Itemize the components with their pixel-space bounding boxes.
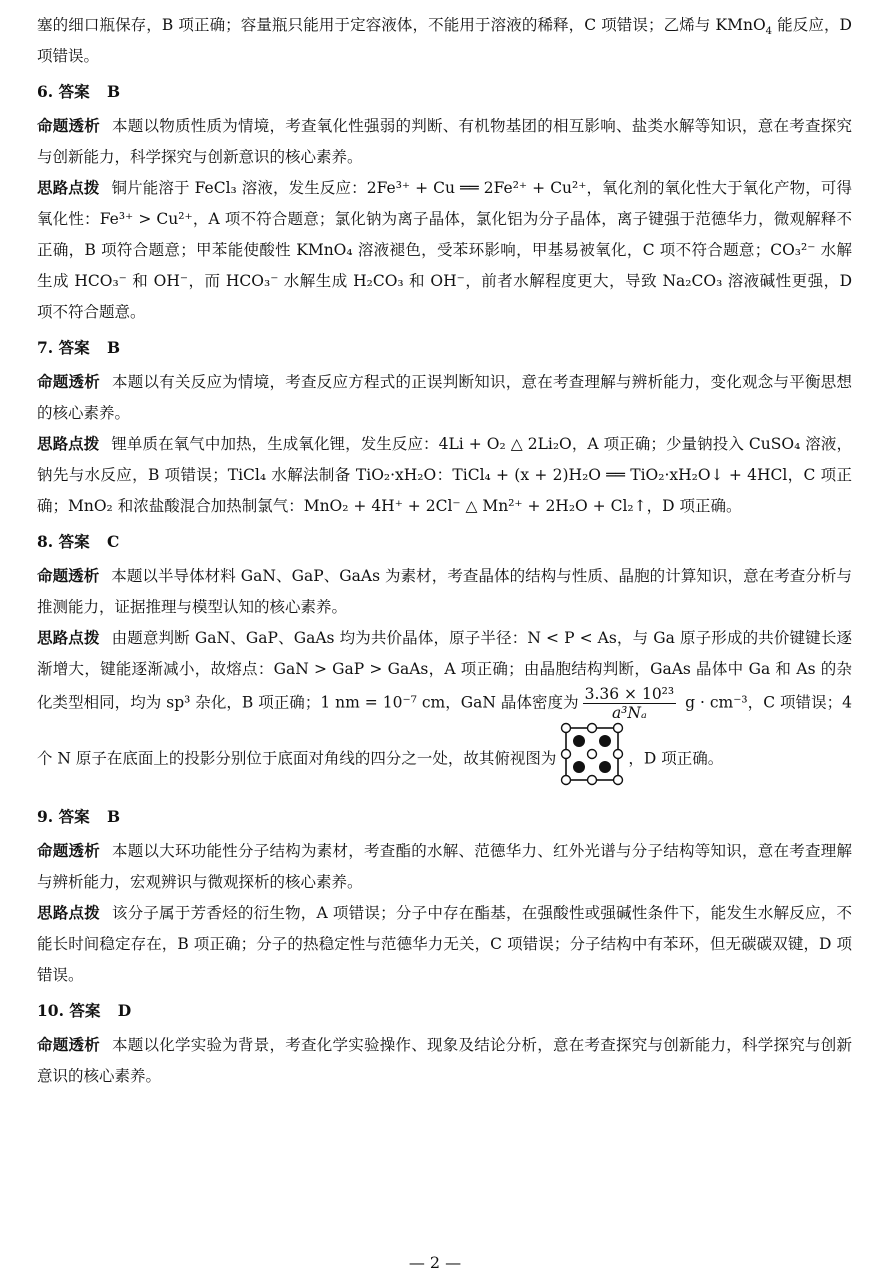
answer-value: B: [107, 82, 121, 101]
answer-label: 答案: [58, 533, 90, 551]
question-10: [37, 995, 852, 1092]
mingti-label: 命题透析: [37, 373, 100, 391]
silu-label: 思路点拨: [37, 179, 100, 197]
mingti-text: 本题以物质性质为情境，考查氧化性强弱的判断、有机物基团的相互影响、盐类水解等知识，意在考查探究与创新能力，科学探究与创新意识的核心素养。: [37, 117, 852, 166]
page-body: [37, 10, 852, 1094]
question-9-mingti: [37, 836, 852, 898]
mingti-text: 本题以半导体材料 GaN、GaP、GaAs 为素材，考查晶体的结构与性质、晶胞的计算知识，意在考查分析与推测能力，证据推理与模型认知的核心素养。: [37, 567, 852, 616]
answer-value: B: [107, 807, 121, 826]
question-6-mingti: [37, 111, 852, 173]
silu-text: 该分子属于芳香烃的衍生物，A 项错误；分子中存在酯基，在强酸性或强碱性条件下，能发生水解反应，不能长时间稳定存在，B 项正确；分子的热稳定性与范德华力无关，C 项错误；分子结构中有苯环，但无碳碳双键，D 项错误。: [37, 904, 852, 984]
carryover-text: [37, 10, 852, 72]
carryover-paragraph: [37, 10, 852, 72]
silu-text: 锂单质在氧气中加热，生成氧化锂，发生反应：4Li + O₂ △ 2Li₂O，A 项正确；少量钠投入 CuSO₄ 溶液，钠先与水反应，B 项错误；TiCl₄ 水解法制备 TiO₂·xH₂O：TiCl₄ + (x + 2)H₂O ══ TiO₂·xH₂O↓ + 4HCl，C 项正确；MnO₂ 和浓盐酸混合加热制氯气：MnO₂ + 4H⁺ + 2Cl⁻ △ Mn²⁺ + 2H₂O + Cl₂↑，D 项正确。: [37, 435, 852, 515]
answer-label: 答案: [58, 808, 90, 826]
silu-text: 铜片能溶于 FeCl₃ 溶液，发生反应：2Fe³⁺ + Cu ══ 2Fe²⁺ + Cu²⁺，氧化剂的氧化性大于氧化产物，可得氧化性：Fe³⁺ > Cu²⁺，A 项不符合题意；氯化钠为离子晶体，氯化铝为分子晶体，离子键强于范德华力，微观解释不正确，B 项符合题意；甲苯能使酸性 KMnO₄ 溶液褪色，受苯环影响，甲基易被氧化，C 项不符合题意；CO₃²⁻ 水解生成 HCO₃⁻ 和 OH⁻，而 HCO₃⁻ 水解生成 H₂CO₃ 和 OH⁻，前者水解程度更大，导致 Na₂CO₃ 溶液碱性更强，D 项不符合题意。: [37, 179, 852, 321]
answer-label: 答案: [58, 83, 90, 101]
carryover-line1-tail: 能反: [772, 16, 809, 34]
question-6-silu: [37, 173, 852, 328]
question-7-header: [37, 332, 852, 364]
answer-label: 答案: [69, 1002, 101, 1020]
carryover-line2: 应，D 项错误。: [37, 16, 852, 65]
mingti-text: 本题以大环功能性分子结构为素材，考查酯的水解、范德华力、红外光谱与分子结构等知识，意在考查理解与辨析能力，宏观辨识与微观探析的核心素养。: [37, 842, 852, 891]
mingti-label: 命题透析: [37, 1036, 100, 1054]
question-10-mingti: [37, 1030, 852, 1092]
question-9: [37, 801, 852, 991]
mingti-label: 命题透析: [37, 567, 100, 585]
page-number: — 2 —: [408, 1253, 462, 1272]
question-8: [37, 526, 852, 797]
carryover-sub: 4: [765, 26, 773, 38]
silu-text-c: ，D 项正确。: [628, 749, 724, 768]
silu-text-a: 由题意判断 GaN、GaP、GaAs 均为共价晶体，原子半径：N < P < As，与 Ga 原子形成的共价键键长逐渐增大，键能逐渐减小，故熔点：GaN > GaP > GaAs，A 项正确；由晶胞结构判断，GaAs 晶体中 Ga 和 As 的杂化类型相同，均为 sp³ 杂化，B 项正确；1 nm = 10⁻⁷ cm，GaN 晶体密度为: [37, 629, 852, 712]
question-9-silu: [37, 898, 852, 991]
answer-label: 答案: [58, 339, 90, 357]
answer-value: D: [117, 1001, 132, 1020]
mingti-label: 命题透析: [37, 842, 100, 860]
mingti-text: 本题以有关反应为情境，考查反应方程式的正误判断知识，意在考查理解与辨析能力，变化观念与平衡思想的核心素养。: [37, 373, 852, 422]
answer-value: C: [107, 532, 120, 551]
answer-value: B: [107, 338, 121, 357]
question-6-header: [37, 76, 852, 108]
question-7-silu: [37, 429, 852, 522]
mingti-label: 命题透析: [37, 117, 100, 135]
question-8-header: [37, 526, 852, 558]
top-view-figure: [560, 722, 624, 797]
mingti-text: 本题以化学实验为背景，考查化学实验操作、现象及结论分析，意在考查探究与创新能力，科学探究与创新意识的核心素养。: [37, 1036, 852, 1085]
question-number: 6.: [37, 82, 54, 101]
question-number: 9.: [37, 807, 54, 826]
question-8-silu: [37, 623, 852, 797]
crystal-top-view-icon: [560, 722, 624, 786]
question-8-mingti: [37, 561, 852, 623]
question-number: 10.: [37, 1001, 64, 1020]
silu-label: 思路点拨: [37, 435, 100, 453]
silu-label: 思路点拨: [37, 629, 100, 647]
question-6: [37, 76, 852, 328]
question-number: 8.: [37, 532, 54, 551]
silu-text-b: g · cm⁻³，C 项错误；4 个 N 原子在底面上的投影分别位于底面对角线的四分之一处，故其俯视图为: [37, 693, 852, 768]
question-10-header: [37, 995, 852, 1027]
question-7: [37, 332, 852, 522]
question-7-mingti: [37, 367, 852, 429]
question-9-header: [37, 801, 852, 833]
fraction-numerator: 3.36 × 10²³: [584, 685, 675, 703]
question-number: 7.: [37, 338, 54, 357]
density-fraction: [583, 685, 677, 722]
silu-label: 思路点拨: [37, 904, 100, 922]
carryover-line1: 塞的细口瓶保存，B 项正确；容量瓶只能用于定容液体，不能用于溶液的稀释，C 项错误；乙烯与 KMnO: [37, 16, 766, 34]
fraction-denominator: a³Nₐ: [611, 704, 647, 722]
